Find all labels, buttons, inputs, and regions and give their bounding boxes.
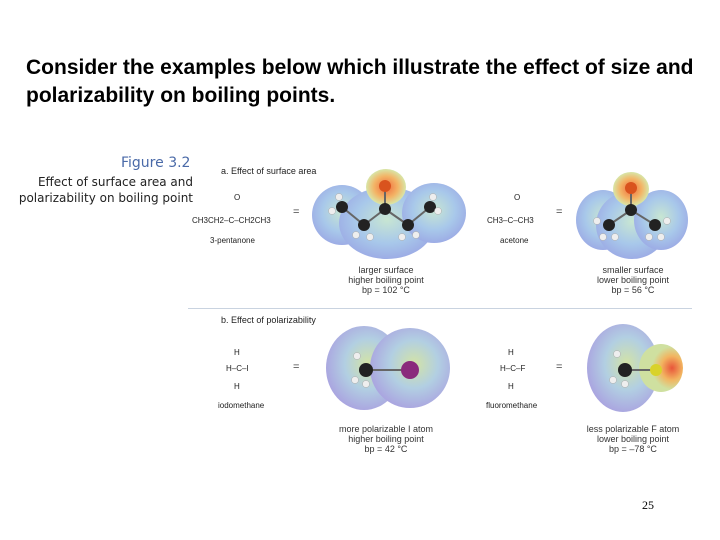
fluoromethane-caption-line3: bp = –78 °C	[609, 444, 657, 454]
fluoromethane-caption-line2: lower boiling point	[596, 434, 670, 444]
iodomethane-caption	[321, 424, 451, 454]
fluoromethane-surface-model	[585, 318, 685, 418]
equals-sign: =	[293, 206, 300, 218]
panel-a-label: a. Effect of surface area	[221, 166, 317, 176]
figure-caption: Effect of surface area and polarizability on boiling point	[18, 175, 193, 205]
equals-sign: =	[556, 361, 563, 373]
iodomethane-h-top: H	[234, 348, 240, 357]
pentanone-oxygen: O	[234, 193, 241, 202]
fluoromethane-caption-line1: less polarizable F atom	[586, 424, 680, 434]
iodomethane-name: iodomethane	[218, 401, 265, 410]
pentanone-formula: CH3CH2–C–CH2CH3	[192, 216, 271, 225]
pentanone-caption-line2: higher boiling point	[348, 275, 424, 285]
figure-number: Figure 3.2	[121, 155, 191, 171]
acetone-formula: CH3–C–CH3	[487, 216, 534, 225]
acetone-caption-line3: bp = 56 °C	[611, 285, 655, 295]
acetone-caption-line2: lower boiling point	[596, 275, 670, 285]
acetone-surface-model	[575, 165, 690, 265]
equals-sign: =	[556, 206, 563, 218]
slide-heading: Consider the examples below which illustrate the effect of size and polarizability on boiling points.	[26, 56, 694, 107]
fluoromethane-h-bottom: H	[508, 382, 514, 391]
iodomethane-caption-line3: bp = 42 °C	[364, 444, 408, 454]
pentanone-caption-line3: bp = 102 °C	[362, 285, 410, 295]
acetone-name: acetone	[500, 236, 529, 245]
acetone-caption	[568, 265, 698, 295]
iodomethane-h-bottom: H	[234, 382, 240, 391]
pentanone-name: 3-pentanone	[210, 236, 255, 245]
fluoromethane-h-top: H	[508, 348, 514, 357]
fluoromethane-caption	[568, 424, 698, 454]
iodomethane-caption-line1: more polarizable I atom	[338, 424, 434, 434]
acetone-caption-line1: smaller surface	[602, 265, 664, 275]
panel-divider	[188, 308, 692, 309]
acetone-oxygen: O	[514, 193, 521, 202]
fluoromethane-formula: H–C–F	[500, 364, 526, 373]
equals-sign: =	[293, 361, 300, 373]
page-number: 25	[642, 498, 654, 512]
iodomethane-formula: H–C–I	[226, 364, 249, 373]
iodomethane-surface-model	[322, 318, 452, 418]
iodomethane-caption-line2: higher boiling point	[348, 434, 424, 444]
pentanone-surface-model	[312, 165, 467, 265]
fluoromethane-name: fluoromethane	[486, 401, 538, 410]
panel-b-label: b. Effect of polarizability	[221, 315, 316, 325]
pentanone-caption-line1: larger surface	[358, 265, 414, 275]
pentanone-caption	[321, 265, 451, 295]
